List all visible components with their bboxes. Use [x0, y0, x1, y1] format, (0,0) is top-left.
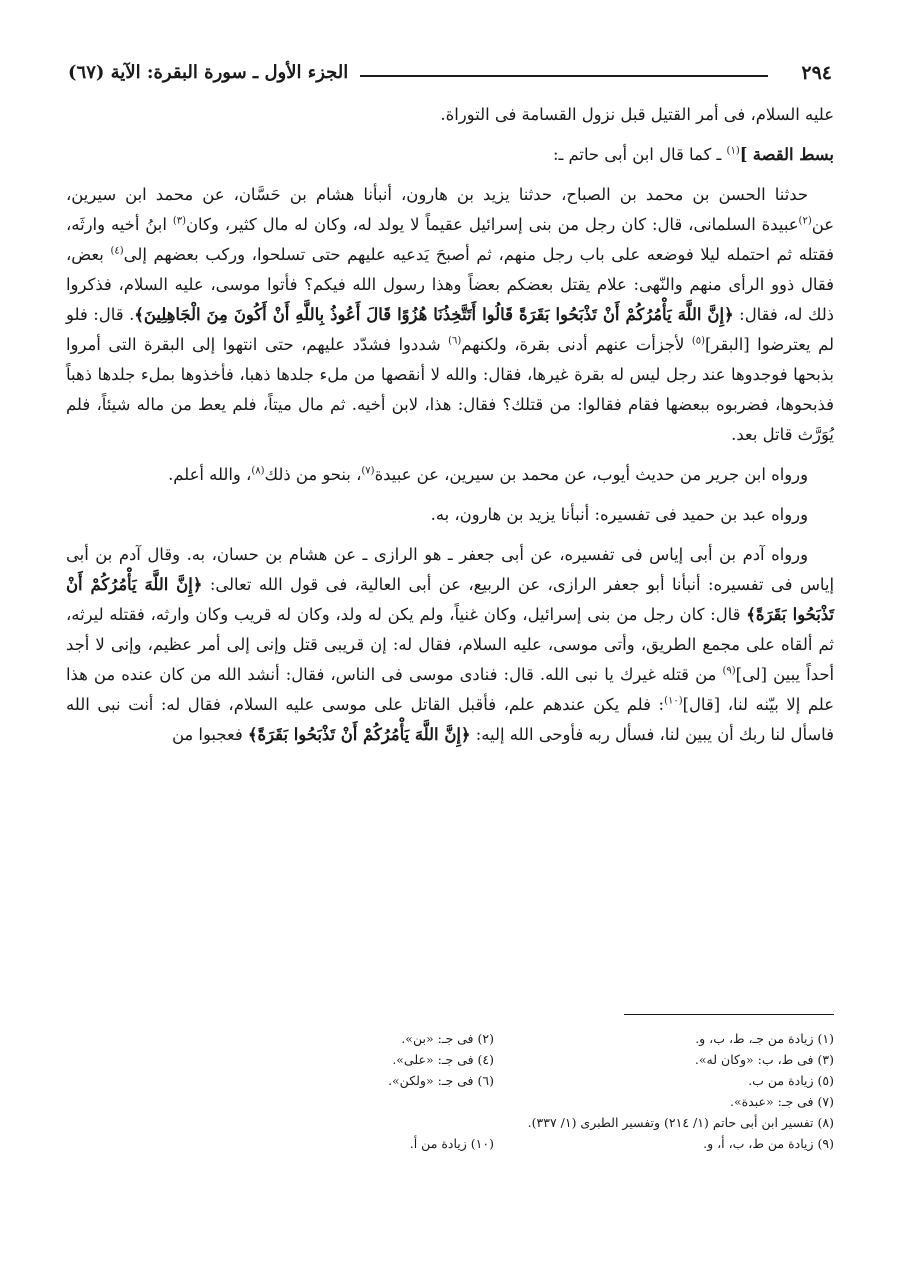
footnotes — [66, 1028, 834, 1154]
footnote: (٧) فى جـ: «عبدة». — [729, 1094, 834, 1109]
footnote-rule — [624, 1014, 834, 1015]
footnote-row — [66, 1091, 834, 1112]
footnote: (٥) زيادة من ب. — [748, 1073, 834, 1088]
paragraph: حدثنا الحسن بن محمد بن الصباح، حدثنا يزيد بن هارون، أنبأنا هشام بن حَسَّان، عن محمد ابن سيرين، عن$^{(٢)}$عبيدة السلمانى، قال: كان رجل من بنى إسرائيل عقيماً لا يولد له، وكان له مال كثير، وكان$^{(٣)}$ ابنُ أخيه وارثَه، فقتله ثم احتمله ليلا فوضعه على باب رجل منهم، ثم أصبحَ يَدعيه عليهم حتى تسلحوا، وركب بعضهم إلى$^{(٤)}$ بعض، فقال ذوو الرأى منهم والنّهى: علام يقتل بعضكم بعضاً وهذا رسول الله فيكم؟ فأتوا موسى، عليه السلام، فذكروا ذلك له، فقال: ﴿إِنَّ اللَّهَ يَأْمُرُكُمْ أَنْ تَذْبَحُوا بَقَرَةً قَالُوا أَتَتَّخِذُنَا هُزُوًا قَالَ أَعُوذُ بِاللَّهِ أَنْ أَكُونَ مِنَ الْجَاهِلِينَ﴾. قال: فلو لم يعترضوا [البقر]$^{(٥)}$ لأجزأت عنهم أدنى بقرة، ولكنهم$^{(٦)}$ شددوا فشدّد عليهم، حتى انتهوا إلى البقرة التى أمروا بذبحها فوجدوها عند رجل ليس له بقرة غيرها، فقال: والله لا أنقصها من ملء جلدها ذهبا، فأخذوها بملء جلدها ذهباً فذبحوها، فضربوه ببعضها فقام فقالوا: من قتلك؟ فقال: هذا، لابن أخيه. ثم مال ميتاً، فلم يعط من ماله شيئاً، فلم يُوَرَّث قاتل بعد. — [66, 185, 834, 444]
footnote: (٢) فى جـ: «بن». — [401, 1031, 494, 1046]
footnote-ref: (٦) — [448, 335, 462, 347]
quran-verse: ﴿إِنَّ اللَّهَ يَأْمُرُكُمْ أَنْ تَذْبَحُوا بَقَرَةً﴾ — [66, 575, 834, 624]
footnote-ref: (٨) — [251, 465, 265, 477]
paragraph: ورواه آدم بن أبى إياس فى تفسيره، عن أبى جعفر ـ هو الرازى ـ عن هشام بن حسان، به. وقال آدم بن أبى إياس فى تفسيره: أنبأنا أبو جعفر الرازى، عن الربيع، عن أبى العالية، فى قول الله تعالى: ﴿إِنَّ اللَّهَ يَأْمُرُكُمْ أَنْ تَذْبَحُوا بَقَرَةً﴾ قال: كان رجل من بنى إسرائيل، وكان غنياً، ولم يكن له ولد، وكان له قريب وكان وارثه، فقتله ليرثه، ثم ألقاه على مجمع الطريق، وأتى موسى، عليه السلام، فقال له: إن قريبى قتل وإنى إلى أمر عظيم، وإنى لا أجد أحداً يبين [لى]$^{(٩)}$ من قتله غيرك يا نبى الله. قال: فنادى موسى فى الناس، فقال: أنشد الله من كان عنده من هذا علم إلا بيّنه لنا، [قال]$^{(١٠)}$: فلم يكن عندهم علم، فأقبل القاتل على موسى عليه السلام، فقال له: أنت نبى الله فاسأل لنا ربك أن يبين لنا، فسأل ربه فأوحى الله إليه: ﴿إِنَّ اللَّهَ يَأْمُرُكُمْ أَنْ تَذْبَحُوا بَقَرَةً﴾ فعجبوا من — [66, 545, 835, 744]
footnote: (١٠) زيادة من أ. — [409, 1136, 494, 1151]
quran-verse: ﴿إِنَّ اللَّهَ يَأْمُرُكُمْ أَنْ تَذْبَحُوا بَقَرَةً قَالُوا أَتَتَّخِذُنَا هُزُوًا قَالَ أَعُوذُ بِاللَّهِ أَنْ أَكُونَ مِنَ الْجَاهِلِينَ﴾ — [134, 305, 734, 324]
section-heading-paragraph: بسط القصة ]$^{(١)}$ ـ كما قال ابن أبى حاتم ـ: — [552, 145, 834, 164]
footnote: (٨) تفسير ابن أبى حاتم (١/ ٢١٤) وتفسير الطبرى (١/ ٣٣٧). — [527, 1115, 834, 1130]
footnote-ref: (١) — [726, 145, 740, 157]
footnote-ref: (٢) — [798, 215, 812, 227]
footnote-ref: (٩) — [722, 665, 736, 677]
footnote-row — [66, 1070, 834, 1091]
footnote-ref: (٤) — [110, 245, 124, 257]
footnote-ref: (٧) — [361, 465, 375, 477]
main-text — [66, 100, 834, 760]
footnote-ref: (١٠) — [664, 695, 683, 707]
footnote: (٦) فى جـ: «ولكن». — [388, 1073, 494, 1088]
paragraph: ورواه عبد بن حميد فى تفسيره: أنبأنا يزيد بن هارون، به. — [430, 505, 808, 524]
footnote: (٣) فى ط، ب: «وكان له». — [694, 1052, 834, 1067]
quran-verse: ﴿إِنَّ اللَّهَ يَأْمُرُكُمْ أَنْ تَذْبَحُوا بَقَرَةً﴾ — [247, 725, 471, 744]
header-rule — [360, 75, 768, 77]
footnote: (١) زيادة من جـ، ط، ب، و. — [695, 1031, 834, 1046]
footnote: (٩) زيادة من ط، ب، أ، و. — [703, 1136, 834, 1151]
running-title: الجزء الأول ـ سورة البقرة: الآية (٦٧) — [68, 62, 349, 83]
section-heading: بسط القصة — [752, 145, 834, 164]
page-number: ٢٩٤ — [801, 62, 832, 84]
footnote-row — [66, 1133, 834, 1154]
footnote-ref: (٣) — [172, 215, 187, 227]
page-header — [68, 62, 832, 88]
footnote: (٤) فى جـ: «على». — [392, 1052, 494, 1067]
footnote-row — [66, 1049, 834, 1070]
paragraph: ورواه ابن جرير من حديث أيوب، عن محمد بن سيرين، عن عبيدة$^{(٧)}$، بنحو من ذلك$^{(٨)}$، والله أعلم. — [168, 465, 808, 484]
footnote-row — [66, 1112, 834, 1133]
footnote-row — [66, 1028, 834, 1049]
paragraph: عليه السلام، فى أمر القتيل قبل نزول القسامة فى التوراة. — [440, 105, 834, 124]
footnote-ref: (٥) — [691, 335, 706, 347]
